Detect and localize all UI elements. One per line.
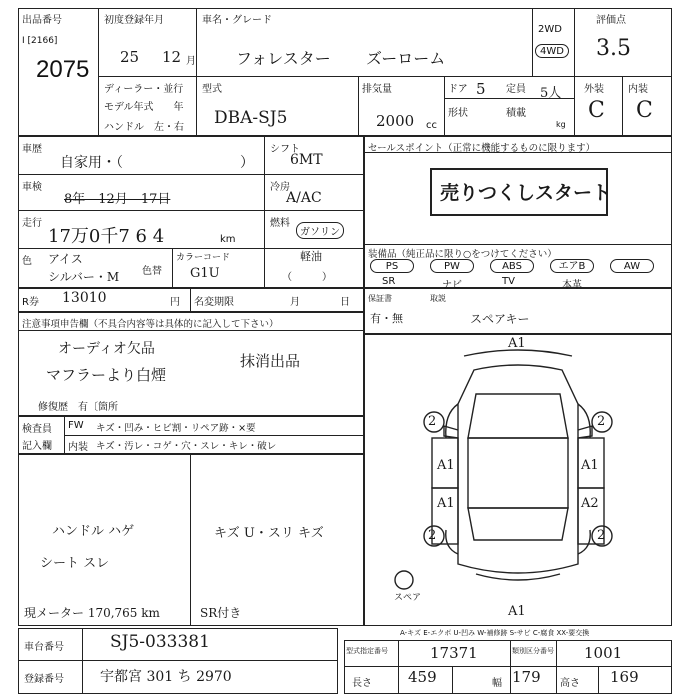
score-label: 評価点 [596,15,626,26]
fuel-label: 燃料 [270,218,290,229]
displacement-label: 排気量 [362,84,392,95]
first-reg-label: 初度登録年月 [104,15,164,26]
diagram-legend: A-キズ E-エクボ U-凹み W-補修跡 S-サビ C-腐食 XX-要交換 [400,629,590,637]
equipment-option-3: エアB [550,259,594,273]
notes-label: 注意事項申告欄（不具合内容等は具体的に記入して下さい） [22,319,279,330]
displacement-value: 2000 [376,112,415,130]
color-code-value: G1U [190,266,220,281]
transmission-value: 6MT [290,152,323,168]
mileage-label: 走行 [22,218,42,229]
history-label: 車歴 [22,144,42,155]
expiry-month: 月 [290,297,300,308]
fuel-gasoline: ガソリン [296,222,344,239]
capacity-label: 定員 [506,84,526,95]
damage-mark-left-front-door: A1 [437,458,455,473]
doors-label: ドア [448,84,468,95]
repair-label: 修復歴 有〔箇所 [38,402,118,413]
warranty-label: 保証書 [368,294,392,303]
equipment-option-row2-3: 本革 [562,280,582,291]
car-grade: ズーローム [366,49,446,68]
doors-value: 5 [476,80,486,98]
interior-grade: C [636,98,653,123]
expiry-label: 名変期限 [194,297,234,308]
car-name: フォレスター [236,49,331,68]
drive-4wd: 4WD [535,44,569,58]
displacement-unit: cc [426,120,437,131]
car-diagram [364,334,672,626]
equipment-label: 装備品（純正品に限り○をつけてください） [368,249,557,260]
fuel-other: （ ） [282,272,332,283]
mileage-unit: km [220,234,236,245]
equipment-option-2: ABS [490,259,534,273]
color-value1: アイス [48,252,83,266]
chassis-label: 車台番号 [24,642,64,653]
color-label: 色 [22,256,32,267]
spare-tire-label: スペア [394,593,422,603]
inspector-row-1: キズ・凹み・ヒビ割・リペア跡・×要 [96,423,256,434]
model-type-label: 型式 [202,84,222,95]
capacity-value: 5人 [540,86,562,101]
exterior-grade: C [588,98,605,123]
inspector-label-2: 記入欄 [22,441,52,452]
damage-mark-left-rear-door: A1 [437,496,455,511]
shape-label: 形状 [448,108,468,119]
recycle-value: 13010 [62,290,107,306]
damage-mark-right-front-door: A1 [581,458,599,473]
name-grade-label: 車名・グレード [202,15,272,26]
damage-mark-front-left-tire: 2 [428,414,437,429]
inspector-interior: 内装 [68,442,88,453]
spare-key-label: スペアキー [470,312,530,326]
first-reg-suffix: 月 [186,56,196,67]
color-value2: シルバー・M [48,270,120,284]
model-year-label: モデル年式 年 [104,102,184,113]
inspector-label-1: 検査員 [22,424,52,435]
warranty-value: 有・無 [370,312,403,325]
inspector-row-2: キズ・汚レ・コゲ・穴・スレ・キレ・破レ [96,441,277,452]
transmission-label: シフト [270,144,300,155]
reg-value: 宇都宮 301 ち 2970 [100,669,232,685]
damage-mark-right-rear-door: A2 [581,496,599,511]
equipment-option-row2-0: SR [382,276,396,287]
cat-value: 1001 [584,644,623,662]
pub-label: 型式指定番号 [346,647,388,655]
reg-label: 登録番号 [24,674,64,685]
damage-mark-front-right-tire: 2 [597,414,606,429]
score-value: 3.5 [596,36,631,61]
load-label: 積載 [506,108,526,119]
handle-label: ハンドル 左・右 [104,122,184,133]
damage-mark-rear-left-tire: 2 [428,528,437,543]
notes-line-2: マフラーより白煙 [46,366,167,384]
damage-mark-rear: A1 [508,604,526,619]
height-label: 高さ [560,678,580,689]
width-value: 179 [512,668,541,686]
color-number-label: 色替 [142,266,162,277]
color-code-label: カラーコード [176,253,231,263]
equipment-option-4: AW [610,259,654,273]
damage-mark-front: A1 [508,336,526,351]
length-label: 長さ [352,678,372,689]
inspector-fw: FW [68,420,84,431]
sales-point-value: 売りつくしスタート [440,182,612,204]
history-close: ） [240,155,254,171]
manual-label: 取説 [430,294,446,303]
length-value: 459 [408,668,437,686]
equipment-option-row2-1: ナビ [442,280,462,291]
load-unit: kg [556,120,566,129]
drive-2wd: 2WD [538,24,562,35]
dealer-label: ディーラー・並行 [104,84,184,95]
history-value: 自家用・（ [60,155,123,171]
lot-sub: I [2166] [22,36,58,46]
remarks-line-1: ハンドル ハゲ [52,524,135,539]
remarks-line-3: キズ U・スリ キズ [214,526,324,541]
fuel-diesel: 軽油 [300,250,322,263]
first-reg-month: 12 [162,48,182,66]
damage-mark-rear-right-tire: 2 [597,528,606,543]
ac-value: A/AC [286,190,322,206]
recycle-label: R券 [22,297,39,308]
expiry-day: 日 [340,297,350,308]
inspection-label: 車検 [22,182,42,193]
remarks-line-4: 現メーター 170,765 km [24,606,160,620]
interior-label: 内装 [628,84,648,95]
equipment-option-1: PW [430,259,474,273]
remarks-line-5: SR付き [200,606,242,620]
chassis-value: SJ5-033381 [110,632,210,652]
lot-number: 2075 [36,56,90,83]
inspection-value: 8年 12月 17日 [64,192,171,207]
ac-label: 冷房 [270,182,290,193]
height-value: 169 [610,668,639,686]
lot-label: 出品番号 [22,15,62,26]
first-reg-year: 25 [120,48,140,66]
notes-line-1: オーディオ欠品 [58,341,155,357]
notes-line-3: 抹消出品 [240,352,301,370]
equipment-option-0: PS [370,259,414,273]
pub-value: 17371 [430,644,478,662]
recycle-unit: 円 [170,297,180,308]
sales-point-label: セールスポイント（正常に機能するものに限ります） [368,143,596,154]
cat-label: 類別区分番号 [512,647,554,655]
mileage-value: 17万0千7 6 4 [48,226,165,247]
remarks-line-2: シート スレ [40,556,110,571]
width-label: 幅 [492,678,502,689]
equipment-option-row2-2: TV [502,276,515,287]
model-type-value: DBA-SJ5 [214,108,288,128]
exterior-label: 外装 [584,84,604,95]
